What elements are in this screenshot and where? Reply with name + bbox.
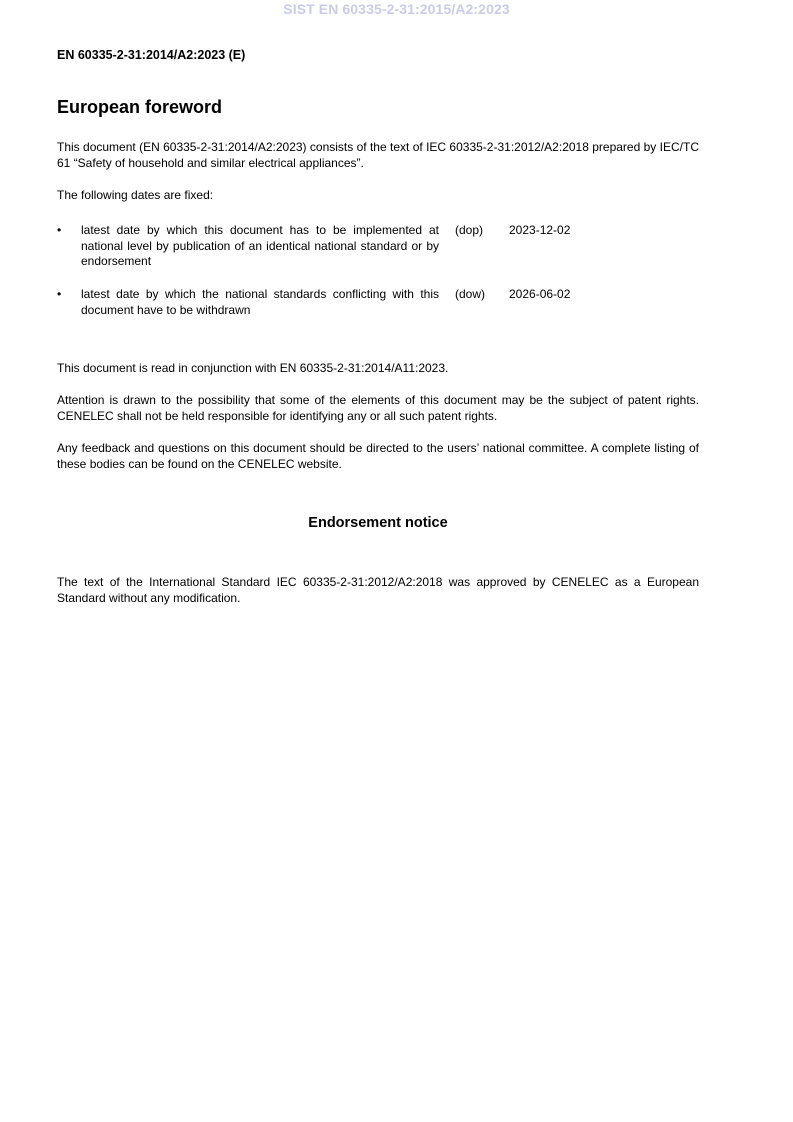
dates-intro-paragraph: The following dates are fixed: [57,188,214,202]
date-value: 2026-06-02 [509,287,571,301]
bullet-marker: • [57,287,62,301]
date-row-dop [57,223,699,271]
conjunction-paragraph: This document is read in conjunction with EN 60335-2-31:2014/A11:2023. [57,361,449,375]
date-description: latest date by which the national standards conflicting with this document have to be withdrawn [81,287,439,317]
patent-paragraph: Attention is drawn to the possibility that some of the elements of this document may be the subject of patent rights. CENELEC shall not be held responsible for identifying any or all such patent rights. [57,393,699,423]
date-value: 2023-12-02 [509,223,571,237]
date-code: (dop) [455,223,484,237]
foreword-intro-paragraph: This document (EN 60335-2-31:2014/A2:2023) consists of the text of IEC 60335-2-31:2012/A2:2018 prepared by IEC/TC 61 “Safety of household and similar electrical appliances”. [57,140,699,170]
watermark-standard-id: SIST EN 60335-2-31:2015/A2:2023 [283,1,510,17]
document-id: EN 60335-2-31:2014/A2:2023 (E) [57,48,246,62]
feedback-paragraph: Any feedback and questions on this document should be directed to the users’ national committee. A complete listing of these bodies can be found on the CENELEC website. [57,441,699,471]
bullet-marker: • [57,223,62,237]
endorsement-heading: Endorsement notice [308,515,448,531]
date-row-dow [57,287,699,319]
date-code: (dow) [455,287,486,301]
foreword-heading: European foreword [57,97,223,117]
date-description: latest date by which this document has to be implemented at national level by publication of an identical national standard or by endorsement [81,223,439,268]
endorsement-paragraph: The text of the International Standard IEC 60335-2-31:2012/A2:2018 was approved by CENELEC as a European Standard without any modification. [57,575,699,605]
